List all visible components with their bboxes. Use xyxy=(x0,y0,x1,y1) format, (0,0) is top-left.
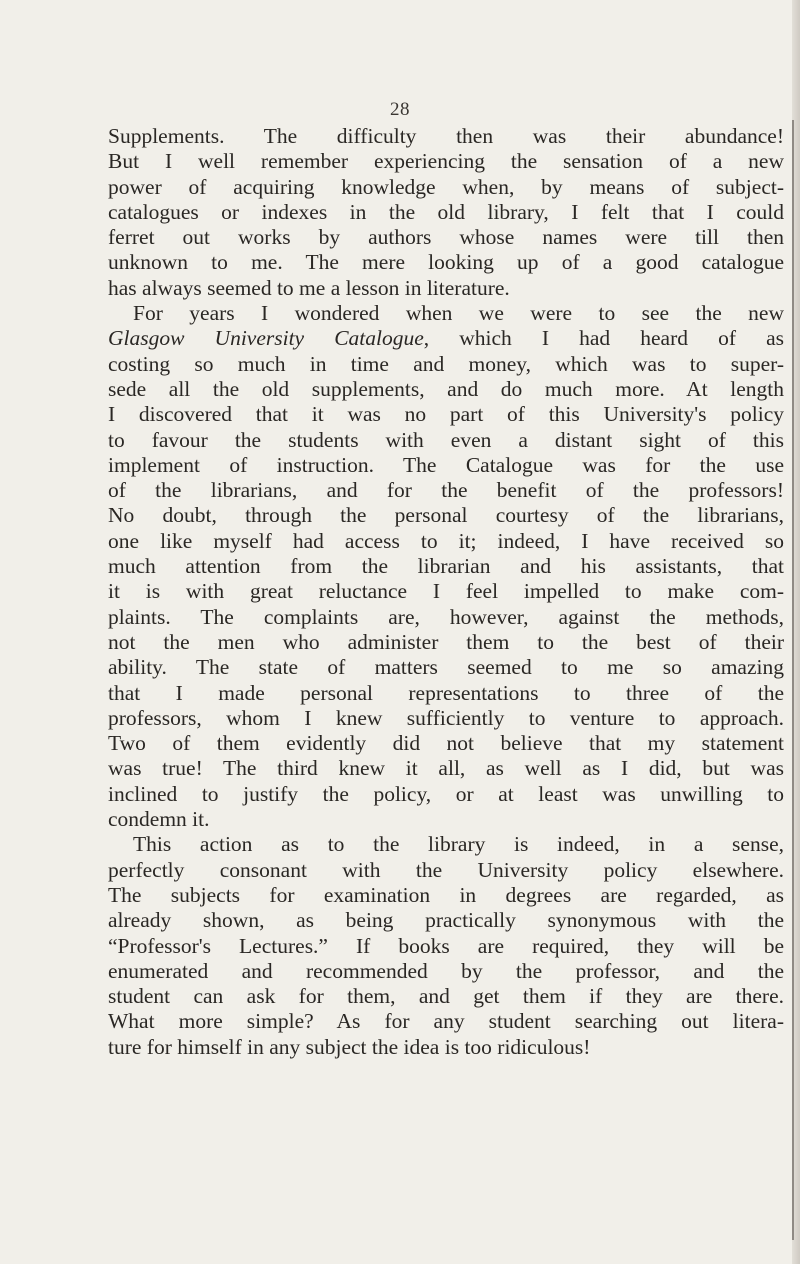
text-line: ferret out works by authors whose names were till then xyxy=(108,225,784,250)
body-text xyxy=(108,124,784,1060)
text-line: ture for himself in any subject the idea is too ridiculous! xyxy=(108,1034,591,1059)
text-line: costing so much in time and money, which was to super- xyxy=(108,351,784,376)
text-line: catalogues or indexes in the old library, I felt that I could xyxy=(108,199,784,224)
text-line: No doubt, through the personal courtesy of the librarians, xyxy=(108,503,784,528)
text-line: Two of them evidently did not believe that my statement xyxy=(108,731,784,756)
text-line: But I well remember experiencing the sensation of a new xyxy=(108,149,784,174)
text-line: one like myself had access to it; indeed, I have received so xyxy=(108,528,784,553)
text-line: that I made personal representations to three of the xyxy=(108,680,784,705)
text-line: inclined to justify the policy, or at least was unwilling to xyxy=(108,781,784,806)
text-line: professors, whom I knew sufficiently to venture to approach. xyxy=(108,705,784,730)
text-line: perfectly consonant with the University policy elsewhere. xyxy=(108,857,784,882)
text-line: What more simple? As for any student searching out litera- xyxy=(108,1009,784,1034)
text-line: power of acquiring knowledge when, by means of subject- xyxy=(108,174,784,199)
text-line: was true! The third knew it all, as well as I did, but was xyxy=(108,756,784,781)
text-line: unknown to me. The mere looking up of a good catalogue xyxy=(108,250,784,275)
page-number: 28 xyxy=(390,99,410,120)
text-line: “Professor's Lectures.” If books are required, they will be xyxy=(108,933,784,958)
text-line: enumerated and recommended by the professor, and the xyxy=(108,958,784,983)
text-line: For years I wondered when we were to see the new xyxy=(133,301,784,326)
text-line: student can ask for them, and get them if they are there. xyxy=(108,984,784,1009)
page-edge-line xyxy=(792,120,794,1240)
text-line: Supplements. The difficulty then was their abundance! xyxy=(108,124,784,148)
text-line: much attention from the librarian and his assistants, that xyxy=(108,554,784,579)
text-line: This action as to the library is indeed, in a sense, xyxy=(133,832,784,857)
text-line: plaints. The complaints are, however, against the methods, xyxy=(108,604,784,629)
text-line: implement of instruction. The Catalogue was for the use xyxy=(108,452,784,477)
text-line: of the librarians, and for the benefit of the professors! xyxy=(108,478,784,503)
text-line: ability. The state of matters seemed to me so amazing xyxy=(108,655,784,680)
text-line: sede all the old supplements, and do much more. At length xyxy=(108,376,784,401)
text-line-with-title xyxy=(108,326,784,351)
catalogue-title: Glasgow University Catalogue xyxy=(108,326,424,351)
text-line: not the men who administer them to the best of their xyxy=(108,629,784,654)
text-line: condemn it. xyxy=(108,807,210,832)
text-line: has always seemed to me a lesson in literature. xyxy=(108,275,510,300)
text-line: to favour the students with even a distant sight of this xyxy=(108,427,784,452)
text-line-rest: , which I had heard of as xyxy=(423,326,784,351)
text-line: it is with great reluctance I feel impelled to make com- xyxy=(108,579,784,604)
text-line: I discovered that it was no part of this University's policy xyxy=(108,402,784,427)
text-line: already shown, as being practically synonymous with the xyxy=(108,908,784,933)
text-line: The subjects for examination in degrees are regarded, as xyxy=(108,882,784,907)
